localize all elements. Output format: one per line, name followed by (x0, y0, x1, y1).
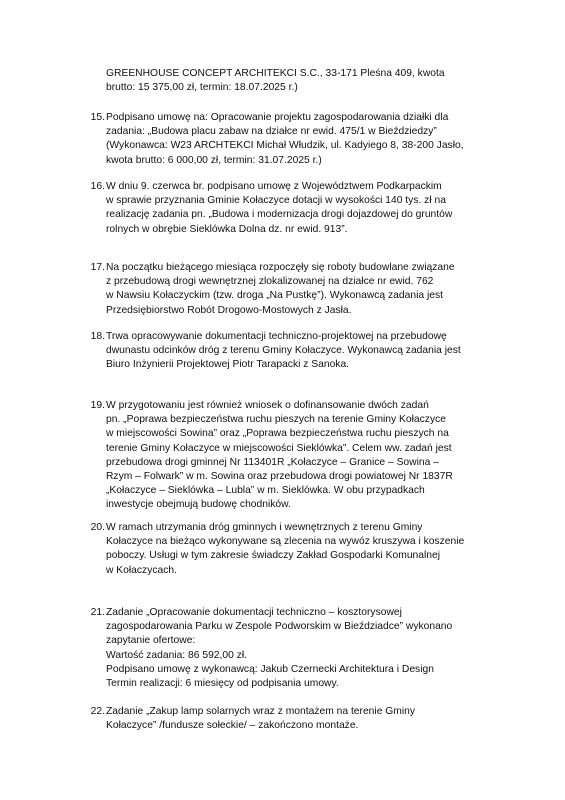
paragraph-body (106, 399, 504, 513)
paragraph-body (106, 111, 504, 168)
text-line: Wartość zadania: 86 592,00 zł. (106, 649, 247, 661)
text-line: Podpisano umowę na: Opracowanie projektu zagospodarowania działki dla (106, 112, 449, 123)
text-line: rolnych w obrębie Sieklówka Dolna dz. nr ewid. 913”. (106, 223, 348, 235)
text-line: w Nawsiu Kołaczyckim (tzw. droga „Na Pustkę”). Wykonawcą zadania jest (106, 290, 443, 302)
text-line: w sprawie przyznania Gminie Kołaczyce dotacji w wysokości 140 tys. zł na (106, 195, 446, 207)
text-line: (Wykonawca: W23 ARCHTEKCI Michał Włudzik, ul. Kadyiego 8, 38-200 Jasło, (106, 140, 464, 152)
text-line: terenie Gminy Kołaczyce w miejscowości Sieklówka”. Celem ww. zadań jest (106, 442, 452, 454)
text-line: W ramach utrzymania dróg gminnych i wewnętrznych z terenu Gminy (106, 522, 423, 533)
paragraph-number: 16. (90, 181, 105, 192)
text-line: poboczy. Usługi w tym zakresie świadczy Zakład Gospodarki Komunalnej (106, 550, 441, 562)
paragraph-body (106, 180, 504, 237)
text-line: „Kołaczyce – Sieklówka – Lubla” w m. Sieklówka. W obu przypadkach (106, 485, 425, 497)
text-line: Biuro Inżynierii Projektowej Piotr Tarapacki z Sanoka. (106, 359, 350, 371)
paragraph-18 (84, 330, 504, 373)
paragraph-number: 18. (90, 331, 105, 342)
paragraph-17 (84, 261, 504, 318)
text-line: Na początku bieżącego miesiąca rozpoczęły się roboty budowlane związane (106, 262, 455, 273)
text-line: Podpisano umowę z wykonawcą: Jakub Czernecki Architektura i Design (106, 663, 434, 675)
text-line: realizację zadania pn. „Budowa i modernizacja drogi dojazdowej do gruntów (106, 209, 453, 221)
paragraph-22 (84, 705, 504, 733)
text-line: brutto: 15 375,00 zł, termin: 18.07.2025 r.) (106, 82, 298, 94)
text-line: w Kołaczycach. (106, 564, 177, 576)
text-line: W dniu 9. czerwca br. podpisano umowę z Województwem Podkarpackim (106, 181, 442, 192)
text-line: W przygotowaniu jest również wniosek o dofinansowanie dwóch zadań (106, 400, 429, 411)
text-line: Rzym – Folwark” w m. Sowina oraz przebudowa drogi powiatowej Nr 1837R (106, 471, 453, 483)
text-line: Przedsiębiorstwo Robót Drogowo-Mostowych z Jasła. (106, 304, 352, 316)
text-line: zadania: „Budowa placu zabaw na działce nr ewid. 475/1 w Bieździedzy” (106, 126, 437, 138)
text-line: Zadanie „Opracowanie dokumentacji techniczno – kosztorysowej (106, 607, 402, 618)
text-line: z przebudową drogi wewnętrznej zlokalizowanej na działce nr ewid. 762 (106, 276, 434, 288)
paragraph-number: 19. (90, 400, 105, 411)
paragraph-body (106, 606, 504, 691)
paragraph-body (106, 67, 504, 95)
paragraph-19 (84, 399, 504, 513)
text-line: Kołaczyce na bieżąco wykonywane są zlecenia na wywóz kruszywa i koszenie (106, 536, 465, 548)
paragraph-number: 21. (90, 607, 105, 618)
paragraph-number: 22. (90, 706, 105, 717)
text-line: zagospodarowania Parku w Zespole Podworskim w Bieździadce” wykonano (106, 621, 453, 633)
paragraph-number: 15. (90, 112, 105, 123)
text-line: zapytanie ofertowe: (106, 635, 196, 647)
paragraph-15 (84, 111, 504, 168)
text-line: GREENHOUSE CONCEPT ARCHITEKCI S.C., 33-171 Pleśna 409, kwota (106, 68, 445, 79)
text-line: przebudowa drogi gminnej Nr 113401R „Kołaczyce – Granice – Sowina – (106, 456, 439, 468)
text-line: Termin realizacji: 6 miesięcy od podpisania umowy. (106, 678, 339, 690)
paragraph-body (106, 330, 504, 373)
text-line: kwota brutto: 6 000,00 zł, termin: 31.07.2025 r.) (106, 154, 322, 166)
paragraph-body (106, 261, 504, 318)
paragraph-20 (84, 521, 504, 578)
text-line: Kołaczyce” /fundusze sołeckie/ – zakończono montaże. (106, 720, 359, 732)
text-line: Zadanie „Zakup lamp solarnych wraz z montażem na terenie Gminy (106, 706, 416, 717)
paragraph-continuation (84, 67, 504, 95)
paragraph-body (106, 521, 504, 578)
text-line: Trwa opracowywanie dokumentacji techniczno-projektowej na przebudowę (106, 331, 447, 342)
paragraph-21 (84, 606, 504, 691)
paragraph-body (106, 705, 504, 733)
paragraph-number: 17. (90, 262, 105, 273)
text-line: pn. „Poprawa bezpieczeństwa ruchu pieszych na terenie Gminy Kołaczyce (106, 414, 446, 426)
text-line: w miejscowości Sowina” oraz „Poprawa bezpieczeństwa ruchu pieszych na (106, 428, 449, 440)
paragraph-number: 20. (90, 522, 105, 533)
text-line: dwunastu odcinków dróg z terenu Gminy Kołaczyce. Wykonawcą zadania jest (106, 345, 461, 357)
text-line: inwestycje obejmują budowę chodników. (106, 499, 291, 511)
paragraph-16 (84, 180, 504, 237)
